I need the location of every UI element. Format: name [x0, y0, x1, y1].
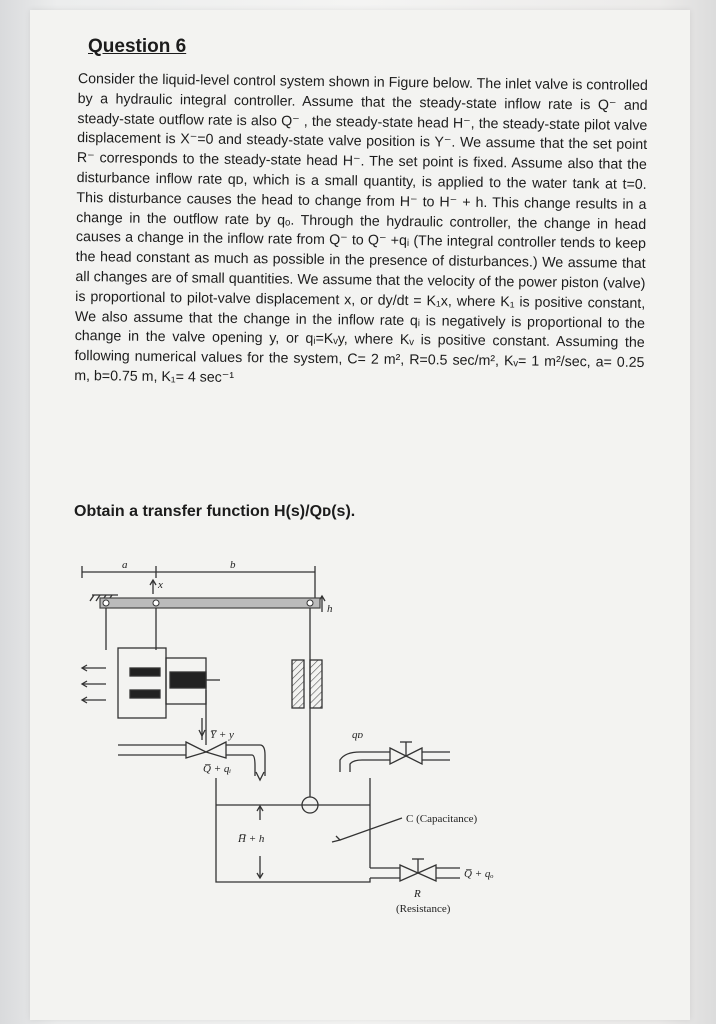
label-H: H̅ + h [238, 833, 265, 845]
label-qd: qᴅ [352, 729, 364, 741]
lever-joint [153, 600, 159, 606]
label-x: x [158, 579, 163, 591]
lever-beam [100, 598, 320, 608]
label-qo: Q̅ + qₒ [464, 868, 494, 880]
float-joint [307, 600, 313, 606]
lever-pivot [103, 600, 109, 606]
problem-text: Consider the liquid-level control system shown in Figure below. The inlet valve is controlled by a hydraulic integral controller. Assume that the steady-state inflow rate is Q⁻ and steady-state outflow rate is also Q⁻ , the steady-state head H⁻, the steady-state pilot valve displacement is X⁻=0 and steady-state valve position is Y⁻. We assume that the set point R⁻ corresponds to the steady-state head H⁻. The set point is fixed. Assume also that the disturbance inflow rate qᴅ, which is a small quantity, is applied to the water tank at t=0. This disturbance causes the head to change from H⁻ to H⁻ + h. This change results in a change in the outflow rate by qₒ. Through the hydraulic controller, the change in head causes a change in the inflow rate from Q⁻ to Q⁻ +qᵢ (The integral controller tends to keep the head constant as much as possible in the presence of disturbances.) We assume that all changes are of small quantities. We assume that the velocity of the power piston (valve) is proportional to pilot-valve displacement x, or dy/dt = K₁x, where K₁ is positive constant, We also assume that the change in the inflow rate qᵢ is negatively is proportional to the change in the valve opening y, or qᵢ=Kᵥy, where Kᵥ is positive constant. Assuming the following numerical values for the system, C= 2 m², R=0.5 sec/m², Kᵥ= 1 m²/sec, a= 0.25 m, b=0.75 m, K₁= 4 sec⁻¹ [74, 70, 648, 386]
label-b: b [230, 559, 236, 571]
question-title: Question 6 [88, 36, 187, 57]
label-R: R [414, 888, 421, 900]
problem-statement [74, 70, 648, 394]
label-a: a [122, 559, 128, 571]
tank-wall [216, 778, 370, 882]
label-y: Y̅ + y [210, 729, 234, 741]
label-capacitance: C (Capacitance) [406, 813, 478, 825]
control-system-figure [70, 540, 530, 940]
label-qi: Q̅ + qᵢ [203, 763, 232, 775]
task-prompt: Obtain a transfer function H(s)/Qᴅ(s). [74, 503, 356, 520]
label-h: h [327, 603, 333, 615]
label-resistance: (Resistance) [396, 903, 451, 915]
